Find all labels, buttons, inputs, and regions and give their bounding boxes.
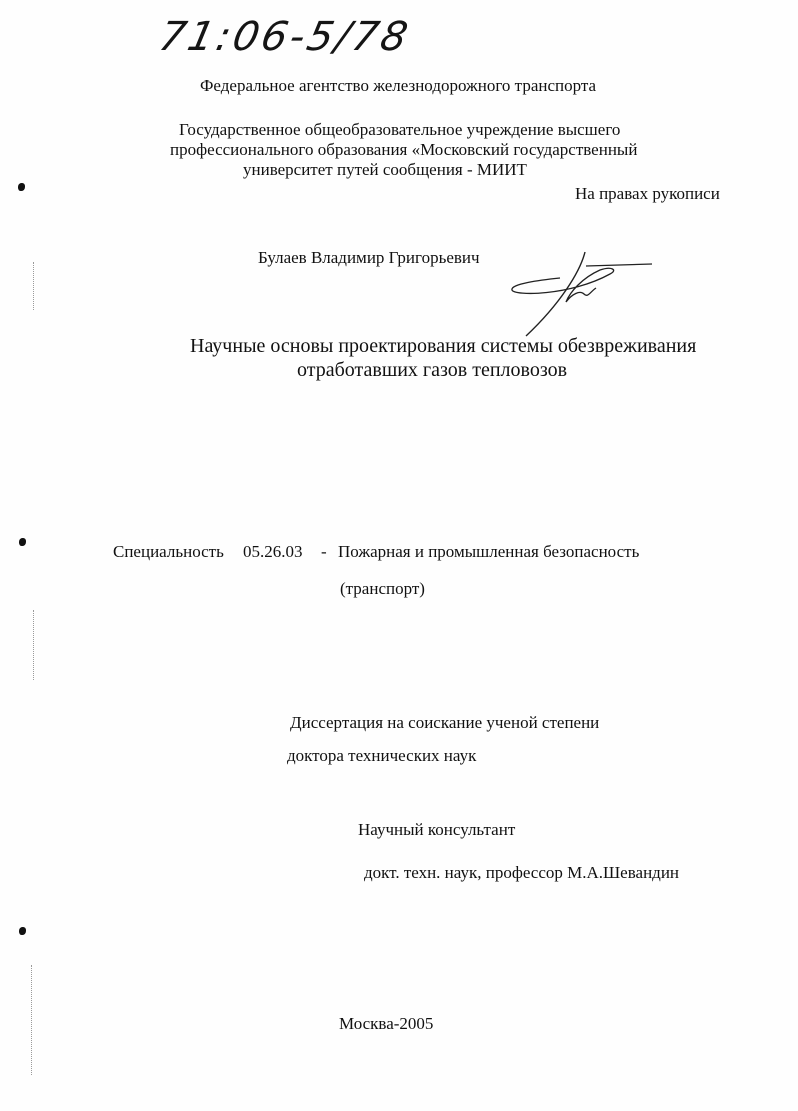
punch-hole-mark	[18, 183, 25, 191]
punch-hole-mark	[19, 927, 26, 935]
specialty-qualifier: (транспорт)	[340, 579, 425, 598]
thesis-title-line-2: отработавших газов тепловозов	[297, 359, 568, 381]
manuscript-rights-note: На правах рукописи	[575, 184, 720, 203]
specialty-label: Специальность	[113, 542, 224, 561]
place-and-year: Москва-2005	[339, 1014, 434, 1033]
consultant-name: докт. техн. наук, профессор М.А.Шевандин	[364, 863, 680, 882]
margin-scan-artifact	[33, 262, 35, 310]
specialty-dash: -	[321, 542, 327, 561]
specialty-name: Пожарная и промышленная безопасность	[338, 542, 640, 561]
institution-line-3: университет путей сообщения - МИИТ	[243, 160, 527, 179]
agency-name: Федеральное агентство железнодорожного транспорта	[200, 76, 597, 95]
thesis-title-line-1: Научные основы проектирования системы обезвреживания	[190, 335, 697, 357]
margin-scan-artifact	[33, 610, 35, 680]
consultant-label: Научный консультант	[358, 820, 516, 839]
author-signature	[500, 244, 660, 340]
dissertation-line-2: доктора технических наук	[287, 746, 477, 765]
specialty-code: 05.26.03	[243, 542, 303, 561]
institution-line-1: Государственное общеобразовательное учреждение высшего	[179, 120, 621, 139]
punch-hole-mark	[19, 538, 26, 546]
author-name: Булаев Владимир Григорьевич	[258, 248, 480, 267]
dissertation-line-1: Диссертация на соискание ученой степени	[290, 713, 600, 732]
handwritten-archive-code: 71:06-5/78	[155, 14, 415, 60]
margin-scan-artifact	[31, 965, 33, 1075]
institution-line-2: профессионального образования «Московский государственный	[170, 140, 638, 159]
